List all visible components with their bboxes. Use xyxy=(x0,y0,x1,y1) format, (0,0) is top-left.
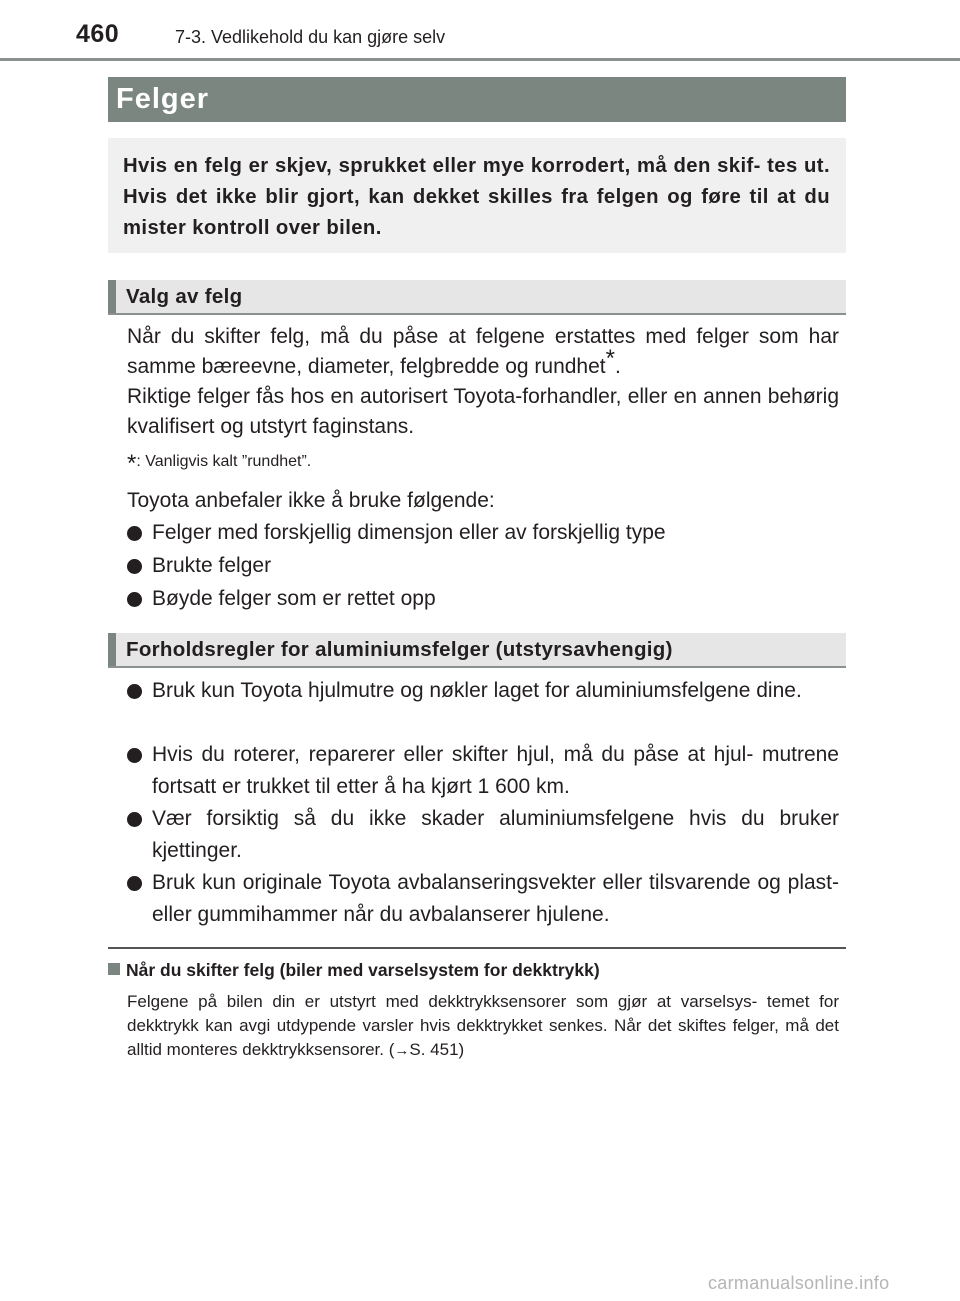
paragraph-forhandler: Riktige felger fås hos en autorisert Toyota-forhandler, eller en annen behørig kvalifisert og utstyrt faginstans. xyxy=(127,385,839,438)
note-body: Felgene på bilen din er utstyrt med dekktrykksensorer som gjør at varselsys- temet for dekktrykk kan avgi utdypende varsler hvis dekktrykket senkes. Når det skiftes felger, må det alltid monteres dekktrykksensorer. ( xyxy=(127,992,839,1059)
page-title: Felger xyxy=(116,83,210,115)
bullet-dot-icon xyxy=(127,559,142,574)
paragraph-valg xyxy=(127,322,839,382)
list-item xyxy=(127,517,839,549)
subheading-aluminiumsfelger xyxy=(108,633,846,668)
paragraph-intro: Toyota anbefaler ikke å bruke følgende: xyxy=(127,489,495,512)
footnote-marker: * xyxy=(605,345,615,372)
paragraph-end: . xyxy=(614,355,621,378)
note-divider xyxy=(108,947,846,949)
footnote-text: : Vanligvis kalt ”rundhet”. xyxy=(136,453,312,470)
bullet-dot-icon xyxy=(127,684,142,699)
footnote-star: * xyxy=(127,450,137,477)
page-header xyxy=(0,0,960,62)
chapter-title: 7-3. Vedlikehold du kan gjøre selv xyxy=(175,27,446,47)
list-item-text: Brukte felger xyxy=(152,554,272,577)
section-title-bar xyxy=(108,77,846,122)
list-item-text: Vær forsiktig så du ikke skader aluminiumsfelgene hvis du bruker kjettinger. xyxy=(152,807,839,862)
subheading-accent xyxy=(108,280,116,313)
list-item xyxy=(127,867,839,930)
list-item-text: Bøyde felger som er rettet opp xyxy=(152,587,436,610)
subheading-label: Valg av felg xyxy=(126,285,243,308)
note-heading-text: Når du skifter felg (biler med varselsystem for dekktrykk) xyxy=(126,960,600,980)
subheading-label: Forholdsregler for aluminiumsfelger (utstyrsavhengig) xyxy=(126,638,673,661)
watermark: carmanualsonline.info xyxy=(708,1273,890,1293)
header-rule xyxy=(0,58,960,61)
warning-box xyxy=(108,138,846,253)
bullet-dot-icon xyxy=(127,812,142,827)
list-item xyxy=(127,583,839,615)
page-number: 460 xyxy=(76,20,120,48)
bullet-dot-icon xyxy=(127,748,142,763)
list-item-text: Bruk kun originale Toyota avbalanseringsvekter eller tilsvarende og plast- eller gummihammer når du avbalanserer hjulene. xyxy=(152,871,839,926)
subheading-valg-av-felg xyxy=(108,280,846,315)
list-item-text: Bruk kun Toyota hjulmutre og nøkler laget for aluminiumsfelgene dine. xyxy=(152,679,802,702)
page-reference-link[interactable]: S. 451) xyxy=(409,1040,465,1059)
list-item-text: Felger med forskjellig dimensjon eller av forskjellig type xyxy=(152,521,666,544)
note-heading xyxy=(108,960,600,981)
bullet-dot-icon xyxy=(127,592,142,607)
warning-text: Hvis en felg er skjev, sprukket eller mye korrodert, må den skif- tes ut. Hvis det ikke blir gjort, kan dekket skilles fra felgen og føre til at du mister kontroll over bilen. xyxy=(123,155,830,239)
bullet-dot-icon xyxy=(127,876,142,891)
paragraph-text: Når du skifter felg, må du påse at felgene erstattes med felger som har samme bæreevne, diameter, felgbredde og rundhet xyxy=(127,325,839,378)
list-item xyxy=(127,739,839,802)
square-bullet-icon xyxy=(108,963,120,975)
bullet-dot-icon xyxy=(127,526,142,541)
note-text xyxy=(127,990,839,1063)
list-item xyxy=(127,550,839,582)
subheading-accent xyxy=(108,633,116,666)
list-item xyxy=(127,675,839,707)
list-item xyxy=(127,803,839,866)
list-item-text: Hvis du roterer, reparerer eller skifter hjul, må du påse at hjul- mutrene fortsatt er trukket til etter å ha kjørt 1 600 km. xyxy=(152,743,839,798)
footnote xyxy=(127,450,827,478)
arrow-right-icon: → xyxy=(394,1042,410,1059)
